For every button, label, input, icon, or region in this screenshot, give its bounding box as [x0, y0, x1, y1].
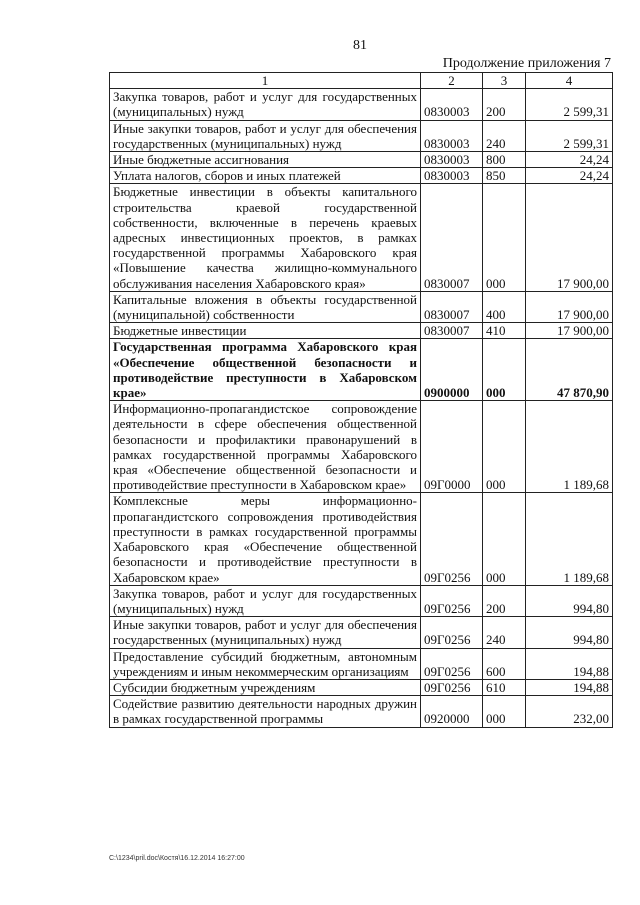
row-name-cell: Бюджетные инвестиции — [110, 323, 421, 339]
row-code-cell: 09Г0256 — [421, 648, 483, 679]
row-code-cell: 0830007 — [421, 323, 483, 339]
row-code-cell: 0830003 — [421, 89, 483, 120]
table-row — [110, 120, 613, 151]
row-code-cell: 0830007 — [421, 291, 483, 322]
row-name-cell: Иные закупки товаров, работ и услуг для обеспечения государственных (муниципальных) нужд — [110, 617, 421, 648]
table-row — [110, 89, 613, 120]
table-row — [110, 168, 613, 184]
row-name-cell: Закупка товаров, работ и услуг для государственных (муниципальных) нужд — [110, 585, 421, 616]
continuation-note: Продолжение приложения 7 — [442, 56, 611, 71]
row-type-cell: 000 — [483, 493, 526, 585]
row-amount-cell: 24,24 — [526, 168, 613, 184]
table-row — [110, 401, 613, 493]
row-name-cell: Иные бюджетные ассигнования — [110, 152, 421, 168]
page-number: 81 — [353, 38, 367, 53]
table-row — [110, 184, 613, 291]
row-name-cell: Уплата налогов, сборов и иных платежей — [110, 168, 421, 184]
table-row — [110, 323, 613, 339]
row-code-cell: 09Г0256 — [421, 617, 483, 648]
table-row — [110, 152, 613, 168]
table-row — [110, 617, 613, 648]
row-name-cell: Государственная программа Хабаровского края «Обеспечение общественной безопасности и противодействие преступности в Хабаровском крае» — [110, 339, 421, 401]
row-type-cell: 000 — [483, 184, 526, 291]
table-row — [110, 696, 613, 727]
row-type-cell: 400 — [483, 291, 526, 322]
row-code-cell: 09Г0256 — [421, 493, 483, 585]
table-row — [110, 679, 613, 695]
row-name-cell: Информационно-пропагандистское сопровождение деятельности в сфере обеспечения общественной безопасности и профилактики правонарушений в рамках государственной программы Хабаровского края «Обеспечение общественной безопасности и противодействие преступности в Хабаровском крае» — [110, 401, 421, 493]
header-col-2: 2 — [421, 73, 483, 89]
file-path-footer: C:\1234\pril.doc\Костя\16.12.2014 16:27:00 — [109, 855, 245, 862]
table-row — [110, 585, 613, 616]
row-amount-cell: 2 599,31 — [526, 120, 613, 151]
row-type-cell: 240 — [483, 617, 526, 648]
row-type-cell: 200 — [483, 89, 526, 120]
row-type-cell: 000 — [483, 401, 526, 493]
header-col-1: 1 — [110, 73, 421, 89]
table-row — [110, 493, 613, 585]
row-name-cell: Субсидии бюджетным учреждениям — [110, 679, 421, 695]
row-code-cell: 09Г0256 — [421, 679, 483, 695]
row-amount-cell: 24,24 — [526, 152, 613, 168]
table-row — [110, 291, 613, 322]
row-amount-cell: 994,80 — [526, 617, 613, 648]
row-code-cell: 0830007 — [421, 184, 483, 291]
table-row — [110, 339, 613, 401]
row-name-cell: Содействие развитию деятельности народных дружин в рамках государственной программы — [110, 696, 421, 727]
row-amount-cell: 194,88 — [526, 679, 613, 695]
header-col-4: 4 — [526, 73, 613, 89]
row-type-cell: 000 — [483, 339, 526, 401]
row-name-cell: Иные закупки товаров, работ и услуг для обеспечения государственных (муниципальных) нужд — [110, 120, 421, 151]
budget-table — [109, 72, 613, 728]
row-amount-cell: 2 599,31 — [526, 89, 613, 120]
table-row — [110, 648, 613, 679]
row-code-cell: 0900000 — [421, 339, 483, 401]
row-name-cell: Бюджетные инвестиции в объекты капитального строительства краевой государственной собственности, включенные в перечень краевых адресных инвестиционных проектов, в рамках государственной программы Хабаровского края «Повышение качества жилищно-коммунального обслуживания населения Хабаровского края» — [110, 184, 421, 291]
row-amount-cell: 47 870,90 — [526, 339, 613, 401]
row-type-cell: 200 — [483, 585, 526, 616]
row-amount-cell: 17 900,00 — [526, 323, 613, 339]
row-code-cell: 09Г0000 — [421, 401, 483, 493]
row-name-cell: Комплексные меры информационно-пропагандистского сопровождения противодействия преступности в рамках государственной программы Хабаровского края «Обеспечение общественной безопасности и противодействие преступности в Хабаровском крае» — [110, 493, 421, 585]
row-type-cell: 610 — [483, 679, 526, 695]
header-col-3: 3 — [483, 73, 526, 89]
row-name-cell: Капитальные вложения в объекты государственной (муниципальной) собственности — [110, 291, 421, 322]
row-name-cell: Предоставление субсидий бюджетным, автономным учреждениям и иным некоммерческим организациям — [110, 648, 421, 679]
row-type-cell: 800 — [483, 152, 526, 168]
row-amount-cell: 1 189,68 — [526, 493, 613, 585]
row-amount-cell: 994,80 — [526, 585, 613, 616]
row-type-cell: 850 — [483, 168, 526, 184]
row-name-cell: Закупка товаров, работ и услуг для государственных (муниципальных) нужд — [110, 89, 421, 120]
row-amount-cell: 17 900,00 — [526, 291, 613, 322]
row-amount-cell: 1 189,68 — [526, 401, 613, 493]
row-type-cell: 410 — [483, 323, 526, 339]
row-code-cell: 0920000 — [421, 696, 483, 727]
row-code-cell: 09Г0256 — [421, 585, 483, 616]
header-row — [110, 73, 613, 89]
row-code-cell: 0830003 — [421, 152, 483, 168]
row-type-cell: 240 — [483, 120, 526, 151]
row-code-cell: 0830003 — [421, 168, 483, 184]
row-amount-cell: 17 900,00 — [526, 184, 613, 291]
row-code-cell: 0830003 — [421, 120, 483, 151]
row-amount-cell: 194,88 — [526, 648, 613, 679]
row-type-cell: 000 — [483, 696, 526, 727]
row-type-cell: 600 — [483, 648, 526, 679]
row-amount-cell: 232,00 — [526, 696, 613, 727]
